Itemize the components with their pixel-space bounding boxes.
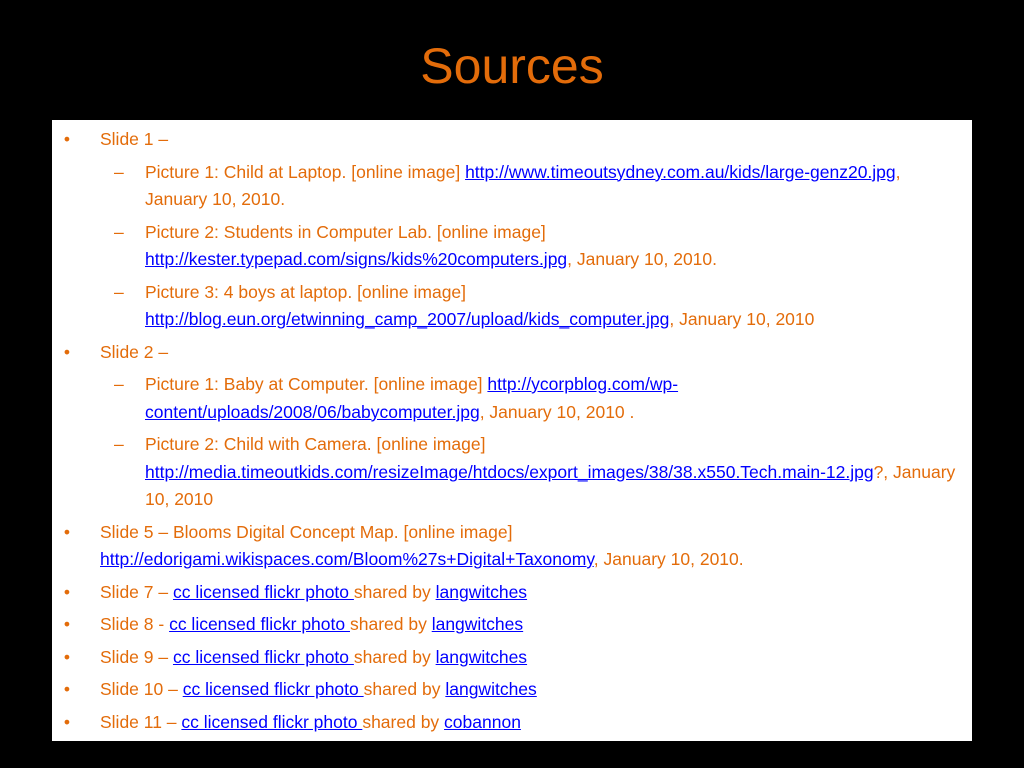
author-link[interactable]: langwitches <box>435 646 528 667</box>
bullet-icon: • <box>63 614 71 634</box>
flickr-photo-link[interactable]: cc licensed flickr photo <box>172 646 354 667</box>
sub-list <box>52 159 964 334</box>
flickr-photo-link[interactable]: cc licensed flickr photo <box>169 614 350 634</box>
item-date: , January 10, 2010 <box>669 309 815 329</box>
list-item-slide-8 <box>52 611 964 639</box>
author-link[interactable]: langwitches <box>431 614 524 634</box>
source-link[interactable]: http://ycorpblog.com/wp-content/uploads/2008/06/babycomputer.jpg <box>145 374 679 422</box>
shared-by-text: shared by <box>362 711 445 732</box>
sub-item <box>52 371 964 426</box>
sources-panel <box>52 120 972 741</box>
bullet-icon: • <box>63 679 71 699</box>
item-label: Slide 7 – <box>100 581 173 602</box>
item-label: Slide 8 - <box>100 614 170 634</box>
item-text: Picture 3: 4 boys at laptop. [online image] <box>145 281 467 302</box>
author-link[interactable]: cobannon <box>444 711 521 732</box>
item-label: Slide 10 – <box>100 679 183 699</box>
list-item-slide-10 <box>52 676 964 704</box>
item-date: , January 10, 2010. <box>145 161 901 209</box>
flickr-photo-link[interactable]: cc licensed flickr photo <box>172 581 354 602</box>
item-text: Picture 1: Child at Laptop. [online image] <box>145 161 466 182</box>
bullet-icon: • <box>63 341 71 362</box>
bullet-icon: • <box>63 129 71 149</box>
list-item-slide-11 <box>52 709 964 737</box>
list-item-slide-7 <box>52 579 964 607</box>
sub-list <box>52 371 964 514</box>
source-link[interactable]: http://www.timeoutsydney.com.au/kids/large-genz20.jpg <box>465 161 896 182</box>
item-text: Picture 2: Child with Camera. [online image] <box>145 434 486 454</box>
shared-by-text: shared by <box>363 679 446 699</box>
shared-by-text: shared by <box>349 614 432 634</box>
item-date: , January 10, 2010 . <box>479 401 635 422</box>
list-item-slide-1 <box>52 126 964 334</box>
flickr-photo-link[interactable]: cc licensed flickr photo <box>182 679 364 699</box>
source-link[interactable]: http://blog.eun.org/etwinning_camp_2007/upload/kids_computer.jpg <box>145 309 670 329</box>
bullet-icon: • <box>63 521 71 542</box>
author-link[interactable]: langwitches <box>435 581 528 602</box>
dash-icon: – <box>114 374 124 394</box>
bullet-icon: • <box>63 711 71 732</box>
source-link[interactable]: http://edorigami.wikispaces.com/Bloom%27s+Digital+Taxonomy <box>100 549 594 569</box>
bullet-icon: • <box>63 646 71 667</box>
bullet-icon: • <box>63 581 71 602</box>
source-link[interactable]: http://kester.typepad.com/signs/kids%20computers.jpg <box>145 249 568 269</box>
sub-item <box>52 219 964 274</box>
shared-by-text: shared by <box>353 581 436 602</box>
sub-item <box>52 279 964 334</box>
item-label: Slide 1 – <box>100 129 169 149</box>
sub-item <box>52 431 964 514</box>
item-date: , January 10, 2010. <box>567 249 717 269</box>
dash-icon: – <box>114 161 124 182</box>
list-item-slide-2 <box>52 339 964 514</box>
author-link[interactable]: langwitches <box>445 679 537 699</box>
sources-list <box>52 126 964 736</box>
slide-title: Sources <box>420 38 604 94</box>
item-label: Slide 11 – <box>100 711 182 732</box>
dash-icon: – <box>114 221 124 242</box>
list-item-slide-5 <box>52 519 964 574</box>
item-text: Slide 5 – Blooms Digital Concept Map. [online image] <box>100 521 513 542</box>
item-label: Slide 2 – <box>100 341 169 362</box>
sub-item <box>52 159 964 214</box>
list-item-slide-9 <box>52 644 964 672</box>
dash-icon: – <box>114 434 124 454</box>
dash-icon: – <box>114 281 124 302</box>
flickr-photo-link[interactable]: cc licensed flickr photo <box>181 711 363 732</box>
shared-by-text: shared by <box>353 646 436 667</box>
item-date: , January 10, 2010. <box>593 549 744 569</box>
item-text: Picture 2: Students in Computer Lab. [online image] <box>145 221 546 242</box>
item-text: Picture 1: Baby at Computer. [online image] <box>145 374 488 394</box>
item-label: Slide 9 – <box>100 646 173 667</box>
source-link[interactable]: http://media.timeoutkids.com/resizeImage/htdocs/export_images/38/38.x550.Tech.main-12.jpg <box>145 461 874 482</box>
item-date: ?, January 10, 2010 <box>145 461 956 509</box>
